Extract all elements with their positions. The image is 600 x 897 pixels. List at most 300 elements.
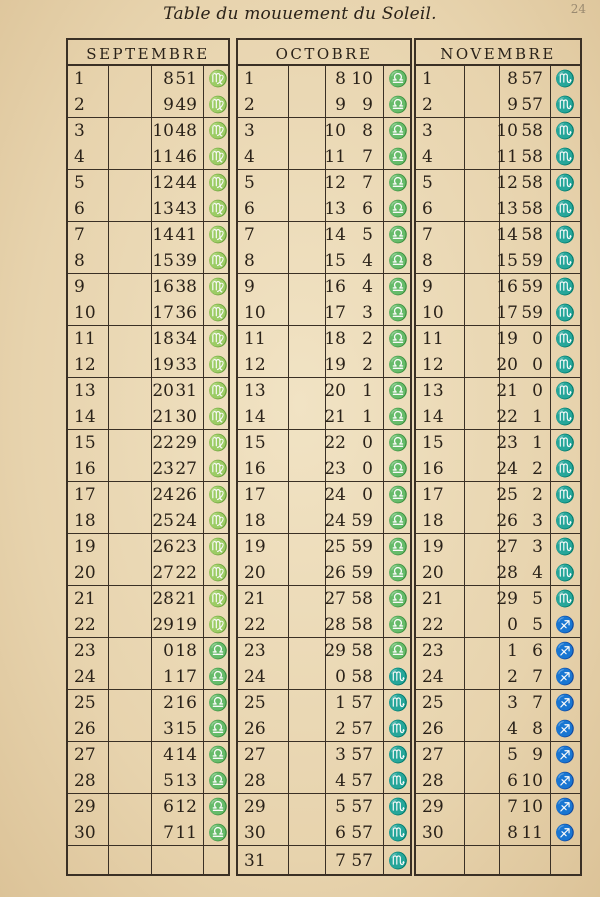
- column-rule: [464, 846, 465, 874]
- table-row: [416, 482, 580, 508]
- minutes-value: 58: [521, 199, 543, 219]
- day-number: 4: [74, 147, 85, 167]
- day-number: 24: [244, 667, 266, 687]
- day-pair-block: [414, 638, 582, 690]
- degrees-value: 25: [496, 485, 518, 505]
- table-row: [238, 560, 410, 586]
- minutes-value: 8: [362, 121, 373, 141]
- minutes-value: 57: [351, 823, 373, 843]
- day-number: 9: [74, 277, 85, 297]
- degrees-value: 18: [152, 329, 174, 349]
- table-row: [68, 352, 228, 378]
- degrees-value: 16: [324, 277, 346, 297]
- day-number: 1: [244, 69, 255, 89]
- day-pair-block: [66, 222, 230, 274]
- zodiac-sign-icon: ♍: [208, 199, 228, 218]
- zodiac-sign-icon: ♎: [208, 797, 228, 816]
- day-number: 15: [244, 433, 266, 453]
- minutes-value: 0: [362, 433, 373, 453]
- table-row: [416, 612, 580, 638]
- day-number: 19: [74, 537, 96, 557]
- table-row: [416, 300, 580, 326]
- minutes-value: 7: [362, 173, 373, 193]
- degrees-value: 21: [324, 407, 346, 427]
- degrees-value: 27: [324, 589, 346, 609]
- day-number: 28: [74, 771, 96, 791]
- day-number: 5: [74, 173, 85, 193]
- degrees-value: 8: [335, 69, 346, 89]
- minutes-value: 44: [175, 173, 197, 193]
- day-number: 6: [422, 199, 433, 219]
- minutes-value: 16: [175, 693, 197, 713]
- minutes-value: 29: [175, 433, 197, 453]
- table-row: [416, 638, 580, 664]
- degrees-value: 22: [324, 433, 346, 453]
- zodiac-sign-icon: ♎: [388, 121, 408, 140]
- degrees-value: 19: [324, 355, 346, 375]
- day-number: 3: [244, 121, 255, 141]
- degrees-value: 15: [324, 251, 346, 271]
- degrees-value: 13: [324, 199, 346, 219]
- minutes-value: 9: [532, 745, 543, 765]
- degrees-value: 21: [496, 381, 518, 401]
- minutes-value: 5: [532, 615, 543, 635]
- degrees-value: 6: [163, 797, 174, 817]
- degrees-value: 28: [152, 589, 174, 609]
- minutes-value: 57: [351, 745, 373, 765]
- degrees-value: 12: [496, 173, 518, 193]
- degrees-value: 4: [335, 771, 346, 791]
- zodiac-sign-icon: ♎: [388, 225, 408, 244]
- degrees-value: 11: [496, 147, 518, 167]
- table-row: [238, 586, 410, 612]
- day-number: 4: [244, 147, 255, 167]
- zodiac-sign-icon: ♍: [208, 173, 228, 192]
- zodiac-sign-icon: ♎: [388, 615, 408, 634]
- degrees-value: 7: [507, 797, 518, 817]
- day-number: 13: [74, 381, 96, 401]
- zodiac-sign-icon: ♎: [388, 381, 408, 400]
- minutes-value: 49: [175, 95, 197, 115]
- table-row: [238, 612, 410, 638]
- degrees-value: 9: [163, 95, 174, 115]
- zodiac-sign-icon: ♍: [208, 589, 228, 608]
- minutes-value: 48: [175, 121, 197, 141]
- month-header: SEPTEMBRE: [66, 38, 230, 66]
- zodiac-sign-icon: ♎: [388, 511, 408, 530]
- minutes-value: 7: [362, 147, 373, 167]
- degrees-value: 23: [152, 459, 174, 479]
- table-row: [68, 716, 228, 742]
- minutes-value: 30: [175, 407, 197, 427]
- day-pair-block: [236, 118, 412, 170]
- minutes-value: 11: [175, 823, 197, 843]
- month-header: OCTOBRE: [236, 38, 412, 66]
- minutes-value: 57: [351, 719, 373, 739]
- day-number: 12: [422, 355, 444, 375]
- minutes-value: 13: [175, 771, 197, 791]
- day-pair-block: [66, 794, 230, 846]
- day-pair-block: [414, 118, 582, 170]
- day-pair-block: [236, 66, 412, 118]
- zodiac-sign-icon: ♍: [208, 459, 228, 478]
- zodiac-sign-icon: ♎: [388, 563, 408, 582]
- degrees-value: 18: [324, 329, 346, 349]
- day-pair-block: [66, 742, 230, 794]
- day-number: 20: [422, 563, 444, 583]
- day-pair-block: [414, 534, 582, 586]
- final-row: [66, 846, 230, 876]
- month-header: NOVEMBRE: [414, 38, 582, 66]
- degrees-value: 29: [496, 589, 518, 609]
- day-number: 17: [422, 485, 444, 505]
- day-pair-block: [414, 66, 582, 118]
- zodiac-sign-icon: ♏: [555, 173, 575, 192]
- day-number: 20: [74, 563, 96, 583]
- day-number: 26: [422, 719, 444, 739]
- zodiac-sign-icon: ♎: [388, 303, 408, 322]
- minutes-value: 27: [175, 459, 197, 479]
- table-row: [416, 794, 580, 820]
- table-row: [238, 794, 410, 820]
- day-number: 27: [74, 745, 96, 765]
- day-pair-block: [66, 378, 230, 430]
- minutes-value: 18: [175, 641, 197, 661]
- table-row: [68, 92, 228, 118]
- degrees-value: 24: [324, 511, 346, 531]
- zodiac-sign-icon: ♏: [388, 851, 408, 870]
- degrees-value: 6: [507, 771, 518, 791]
- day-number: 12: [244, 355, 266, 375]
- day-number: 7: [74, 225, 85, 245]
- degrees-value: 2: [163, 693, 174, 713]
- day-number: 2: [74, 95, 85, 115]
- day-number: 13: [422, 381, 444, 401]
- day-pair-block: [66, 326, 230, 378]
- column-rule: [151, 846, 152, 874]
- minutes-value: 14: [175, 745, 197, 765]
- zodiac-sign-icon: ♐: [555, 667, 575, 686]
- zodiac-sign-icon: ♏: [555, 589, 575, 608]
- zodiac-sign-icon: ♏: [388, 797, 408, 816]
- day-number: 29: [74, 797, 96, 817]
- day-number: 9: [244, 277, 255, 297]
- zodiac-sign-icon: ♏: [555, 303, 575, 322]
- month-column-novembre: [414, 38, 582, 876]
- table-row: [68, 612, 228, 638]
- minutes-value: 4: [362, 251, 373, 271]
- day-number: 21: [74, 589, 96, 609]
- table-row: [68, 664, 228, 690]
- day-number: 27: [244, 745, 266, 765]
- table-row: [238, 482, 410, 508]
- zodiac-sign-icon: ♎: [208, 667, 228, 686]
- day-pair-block: [236, 274, 412, 326]
- degrees-value: 12: [152, 173, 174, 193]
- zodiac-sign-icon: ♍: [208, 485, 228, 504]
- table-row: [68, 326, 228, 352]
- zodiac-sign-icon: ♏: [555, 433, 575, 452]
- day-pair-block: [66, 638, 230, 690]
- zodiac-sign-icon: ♏: [555, 329, 575, 348]
- minutes-value: 2: [362, 355, 373, 375]
- day-number: 18: [74, 511, 96, 531]
- minutes-value: 41: [175, 225, 197, 245]
- zodiac-sign-icon: ♍: [208, 69, 228, 88]
- day-number: 28: [244, 771, 266, 791]
- table-row: [238, 222, 410, 248]
- degrees-value: 9: [335, 95, 346, 115]
- table-row: [238, 508, 410, 534]
- day-number: 21: [244, 589, 266, 609]
- table-row: [238, 848, 410, 874]
- zodiac-sign-icon: ♎: [208, 641, 228, 660]
- day-pair-block: [66, 118, 230, 170]
- zodiac-sign-icon: ♏: [388, 745, 408, 764]
- minutes-value: 15: [175, 719, 197, 739]
- zodiac-sign-icon: ♏: [555, 459, 575, 478]
- minutes-value: 43: [175, 199, 197, 219]
- minutes-value: 24: [175, 511, 197, 531]
- day-pair-block: [236, 638, 412, 690]
- zodiac-sign-icon: ♎: [388, 485, 408, 504]
- day-number: 15: [74, 433, 96, 453]
- minutes-value: 1: [532, 433, 543, 453]
- table-row: [416, 742, 580, 768]
- day-pair-block: [66, 274, 230, 326]
- table-row: [238, 248, 410, 274]
- day-pair-block: [414, 690, 582, 742]
- day-pair-block: [414, 222, 582, 274]
- degrees-value: 19: [152, 355, 174, 375]
- day-number: 27: [422, 745, 444, 765]
- zodiac-sign-icon: ♎: [388, 407, 408, 426]
- day-pair-block: [414, 274, 582, 326]
- zodiac-sign-icon: ♏: [388, 667, 408, 686]
- minutes-value: 10: [351, 69, 373, 89]
- minutes-value: 5: [362, 225, 373, 245]
- zodiac-sign-icon: ♎: [388, 433, 408, 452]
- table-row: [416, 196, 580, 222]
- column-rule: [499, 846, 500, 874]
- day-number: 30: [422, 823, 444, 843]
- table-row: [68, 430, 228, 456]
- degrees-value: 25: [324, 537, 346, 557]
- day-number: 18: [244, 511, 266, 531]
- day-pair-block: [414, 794, 582, 846]
- degrees-value: 22: [152, 433, 174, 453]
- minutes-value: 46: [175, 147, 197, 167]
- day-number: 1: [74, 69, 85, 89]
- table-row: [238, 820, 410, 846]
- minutes-value: 7: [532, 667, 543, 687]
- minutes-value: 6: [532, 641, 543, 661]
- degrees-value: 12: [324, 173, 346, 193]
- zodiac-sign-icon: ♍: [208, 277, 228, 296]
- minutes-value: 1: [362, 407, 373, 427]
- degrees-value: 22: [496, 407, 518, 427]
- day-number: 3: [422, 121, 433, 141]
- table-row: [238, 118, 410, 144]
- zodiac-sign-icon: ♎: [388, 277, 408, 296]
- zodiac-sign-icon: ♎: [388, 173, 408, 192]
- day-number: 25: [244, 693, 266, 713]
- zodiac-sign-icon: ♍: [208, 563, 228, 582]
- day-number: 28: [422, 771, 444, 791]
- table-row: [68, 66, 228, 92]
- minutes-value: 0: [532, 381, 543, 401]
- zodiac-sign-icon: ♎: [388, 641, 408, 660]
- zodiac-sign-icon: ♎: [208, 719, 228, 738]
- degrees-value: 4: [507, 719, 518, 739]
- table-row: [68, 794, 228, 820]
- zodiac-sign-icon: ♏: [388, 823, 408, 842]
- zodiac-sign-icon: ♍: [208, 95, 228, 114]
- table-row: [238, 742, 410, 768]
- table-row: [238, 716, 410, 742]
- table-row: [416, 118, 580, 144]
- zodiac-sign-icon: ♐: [555, 719, 575, 738]
- degrees-value: 14: [496, 225, 518, 245]
- day-number: 16: [74, 459, 96, 479]
- table-row: [68, 456, 228, 482]
- minutes-value: 58: [521, 121, 543, 141]
- minutes-value: 6: [362, 199, 373, 219]
- day-number: 11: [422, 329, 444, 349]
- minutes-value: 12: [175, 797, 197, 817]
- degrees-value: 0: [163, 641, 174, 661]
- minutes-value: 31: [175, 381, 197, 401]
- day-pair-block: [236, 586, 412, 638]
- table-row: [68, 378, 228, 404]
- table-row: [238, 66, 410, 92]
- zodiac-sign-icon: ♏: [555, 277, 575, 296]
- day-number: 4: [422, 147, 433, 167]
- minutes-value: 1: [532, 407, 543, 427]
- minutes-value: 57: [521, 69, 543, 89]
- zodiac-sign-icon: ♏: [555, 225, 575, 244]
- day-number: 12: [74, 355, 96, 375]
- day-number: 23: [74, 641, 96, 661]
- day-number: 18: [422, 511, 444, 531]
- table-row: [68, 118, 228, 144]
- day-number: 11: [244, 329, 266, 349]
- degrees-value: 28: [324, 615, 346, 635]
- day-number: 16: [422, 459, 444, 479]
- day-number: 24: [74, 667, 96, 687]
- degrees-value: 8: [507, 823, 518, 843]
- degrees-value: 14: [152, 225, 174, 245]
- minutes-value: 58: [351, 589, 373, 609]
- day-number: 22: [74, 615, 96, 635]
- day-pair-block: [414, 586, 582, 638]
- day-number: 25: [74, 693, 96, 713]
- zodiac-sign-icon: ♎: [388, 147, 408, 166]
- minutes-value: 8: [532, 719, 543, 739]
- day-pair-block: [66, 66, 230, 118]
- minutes-value: 2: [362, 329, 373, 349]
- degrees-value: 17: [324, 303, 346, 323]
- zodiac-sign-icon: ♍: [208, 381, 228, 400]
- degrees-value: 13: [152, 199, 174, 219]
- day-number: 2: [422, 95, 433, 115]
- zodiac-sign-icon: ♏: [555, 355, 575, 374]
- day-number: 1: [422, 69, 433, 89]
- zodiac-sign-icon: ♐: [555, 615, 575, 634]
- table-row: [416, 248, 580, 274]
- day-number: 22: [244, 615, 266, 635]
- degrees-value: 10: [324, 121, 346, 141]
- minutes-value: 22: [175, 563, 197, 583]
- table-row: [416, 144, 580, 170]
- day-number: 6: [74, 199, 85, 219]
- minutes-value: 34: [175, 329, 197, 349]
- table-row: [416, 430, 580, 456]
- table-row: [416, 222, 580, 248]
- table-row: [68, 248, 228, 274]
- day-pair-block: [236, 430, 412, 482]
- degrees-value: 20: [496, 355, 518, 375]
- day-number: 24: [422, 667, 444, 687]
- day-number: 8: [74, 251, 85, 271]
- minutes-value: 3: [532, 511, 543, 531]
- minutes-value: 10: [521, 771, 543, 791]
- degrees-value: 2: [335, 719, 346, 739]
- minutes-value: 19: [175, 615, 197, 635]
- day-number: 6: [244, 199, 255, 219]
- zodiac-sign-icon: ♏: [388, 719, 408, 738]
- zodiac-sign-icon: ♏: [555, 251, 575, 270]
- day-pair-block: [414, 482, 582, 534]
- day-pair-block: [66, 482, 230, 534]
- month-column-octobre: [236, 38, 412, 876]
- page-title: Table du mouuement du Soleil.: [163, 4, 437, 24]
- day-number: 31: [244, 851, 266, 871]
- zodiac-sign-icon: ♎: [388, 199, 408, 218]
- table-row: [416, 664, 580, 690]
- table-row: [416, 404, 580, 430]
- day-pair-block: [236, 222, 412, 274]
- zodiac-sign-icon: ♍: [208, 225, 228, 244]
- day-pair-block: [66, 534, 230, 586]
- table-row: [68, 274, 228, 300]
- zodiac-sign-icon: ♍: [208, 407, 228, 426]
- table-row: [238, 690, 410, 716]
- day-number: 17: [244, 485, 266, 505]
- minutes-value: 5: [532, 589, 543, 609]
- table-row: [68, 404, 228, 430]
- table-row: [68, 768, 228, 794]
- column-rule: [550, 846, 551, 874]
- degrees-value: 7: [163, 823, 174, 843]
- zodiac-sign-icon: ♏: [555, 199, 575, 218]
- column-rule: [203, 846, 204, 874]
- degrees-value: 0: [335, 667, 346, 687]
- minutes-value: 3: [362, 303, 373, 323]
- day-number: 13: [244, 381, 266, 401]
- final-row: [414, 846, 582, 876]
- zodiac-sign-icon: ♐: [555, 771, 575, 790]
- day-number: 19: [244, 537, 266, 557]
- table-row: [68, 690, 228, 716]
- zodiac-sign-icon: ♏: [555, 407, 575, 426]
- table-row: [416, 508, 580, 534]
- zodiac-sign-icon: ♏: [388, 771, 408, 790]
- table-row: [416, 690, 580, 716]
- minutes-value: 57: [351, 851, 373, 871]
- minutes-value: 58: [351, 641, 373, 661]
- minutes-value: 33: [175, 355, 197, 375]
